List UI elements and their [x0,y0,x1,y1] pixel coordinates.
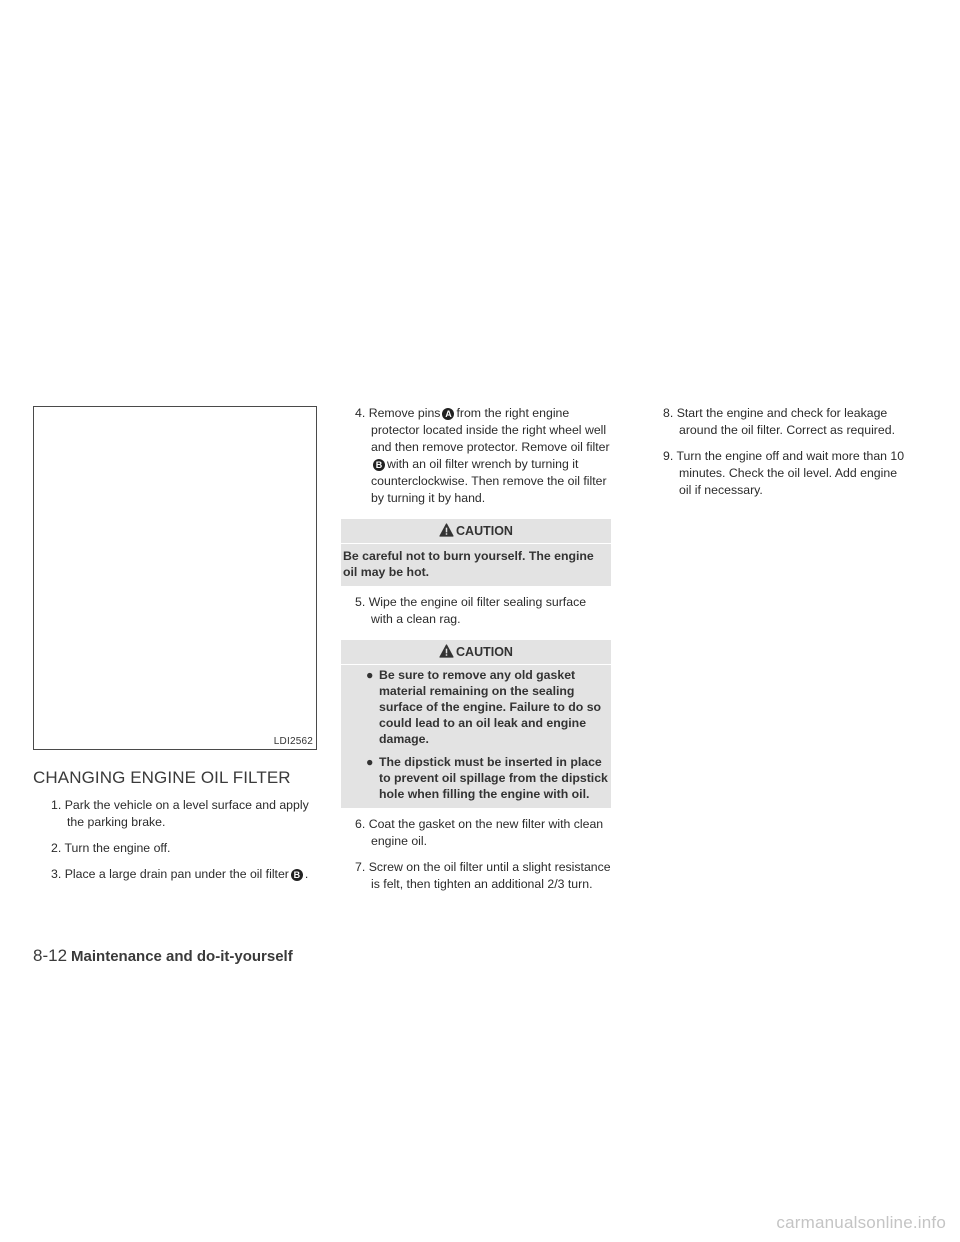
step-text-end: . [304,867,309,881]
step-5 [341,594,611,628]
step-2 [33,840,323,857]
step-text: Start the engine and check for leakage around the oil filter. Correct as required. [676,406,895,437]
step-text: Wipe the engine oil filter sealing surface with a clean rag. [368,595,587,626]
step-number: 2. [51,841,62,855]
section-title: CHANGING ENGINE OIL FILTER [33,768,291,787]
step-text: Remove pins [368,406,441,420]
column-3 [649,405,907,508]
step-text: Park the vehicle on a level surface and apply the parking brake. [64,798,309,829]
step-text: Turn the engine off and wait more than 10 minutes. Check the oil level. Add engine oil if necessary. [676,449,905,497]
step-3 [33,866,323,883]
figure-code: LDI2562 [273,736,313,747]
step-number: 6. [355,817,366,831]
step-number: 5. [355,595,366,609]
caution-heading [341,519,611,544]
step-1 [33,797,323,831]
bullet-dot: ● [366,755,374,769]
step-9 [649,448,907,499]
step-6 [341,816,611,850]
step-text-mid: from the right engine protector located inside the right wheel well and then remove protector. Remove oil filter [371,406,610,454]
step-8 [649,405,907,439]
step-number: 4. [355,406,366,420]
column-1 [33,797,323,892]
caution-label: CAUTION [456,524,513,538]
page-number: 8-12 [33,946,68,965]
step-text: Coat the gasket on the new filter with clean engine oil. [368,817,604,848]
step-text: Screw on the oil filter until a slight resistance is felt, then tighten an additional 2/3 turn. [368,860,611,891]
step-number: 7. [355,860,366,874]
warning-triangle-icon [439,523,454,537]
bullet-dot: ● [366,668,374,682]
caution-box-2 [341,640,611,808]
step-text: Turn the engine off. [64,841,171,855]
caution-text: Be careful not to burn yourself. The engine oil may be hot. [343,549,594,579]
step-4 [341,405,611,507]
column-2 [341,405,611,902]
bullet-text: The dipstick must be inserted in place to prevent oil spillage from the dipstick hole when filling the engine with oil. [379,755,608,801]
caution-box-1 [341,519,611,586]
step-text-end: with an oil filter wrench by turning it counterclockwise. Then remove the oil filter by turning it by hand. [371,457,607,505]
watermark: carmanualsonline.info [776,1213,946,1232]
callout-b-icon: B [373,459,385,471]
step-7 [341,859,611,893]
step-number: 8. [663,406,674,420]
page-footer [33,946,293,966]
caution-bullet [341,667,611,747]
caution-bullet [341,754,611,802]
callout-a-icon: A [442,408,454,420]
step-number: 3. [51,867,62,881]
bullet-text: Be sure to remove any old gasket material remaining on the sealing surface of the engine. Failure to do so could lead to an oil leak and engine damage. [379,668,602,746]
step-number: 1. [51,798,62,812]
warning-triangle-icon [439,644,454,658]
step-text: Place a large drain pan under the oil filter [64,867,289,881]
callout-b-icon: B [291,869,303,881]
caution-label: CAUTION [456,645,513,659]
caution-heading [341,640,611,665]
illustration-frame [33,406,317,750]
step-number: 9. [663,449,674,463]
chapter-title: Maintenance and do-it-yourself [71,948,293,965]
